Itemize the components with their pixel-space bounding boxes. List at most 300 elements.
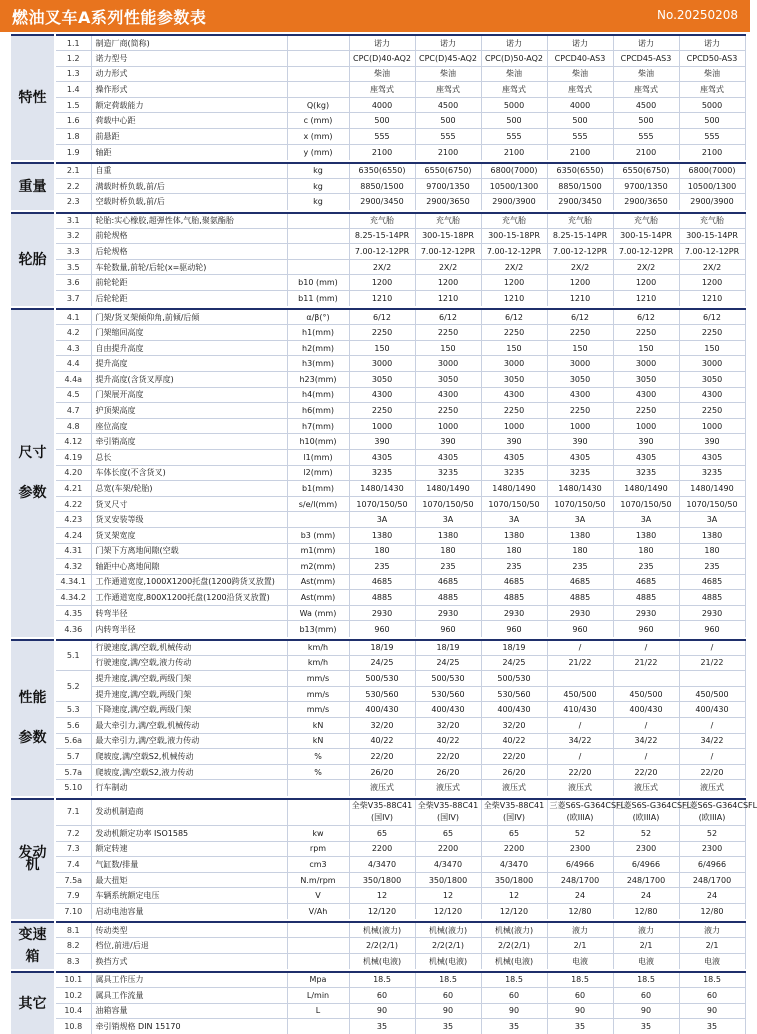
row-number: 7.1 bbox=[55, 799, 91, 826]
section-label-line: 参数 bbox=[13, 727, 52, 749]
value-text: CPCD40-AS3 bbox=[555, 54, 606, 63]
value-cell bbox=[613, 922, 679, 938]
value-text: 300-15-14PR bbox=[686, 231, 738, 240]
row-unit bbox=[287, 244, 349, 260]
document-number: No.20250208 bbox=[657, 8, 738, 22]
spec-row bbox=[11, 481, 745, 497]
spec-row bbox=[11, 903, 745, 919]
value-text: 530/560 bbox=[431, 690, 464, 699]
value-text: 960 bbox=[374, 625, 389, 634]
value-cell bbox=[481, 780, 547, 796]
value-text: 390 bbox=[638, 437, 653, 446]
value-cell bbox=[613, 686, 679, 702]
row-unit bbox=[287, 228, 349, 244]
value-cell bbox=[679, 66, 745, 82]
value-cell bbox=[547, 434, 613, 450]
value-text: 235 bbox=[506, 562, 521, 571]
row-description: 转弯半径 bbox=[91, 605, 287, 621]
value-cell bbox=[481, 972, 547, 988]
section-label-line: 尺寸 bbox=[13, 442, 52, 464]
value-text: 35 bbox=[707, 1022, 717, 1031]
value-text: 2X/2 bbox=[637, 263, 655, 272]
value-text: CPCD45-AS3 bbox=[621, 54, 672, 63]
value-text: 21/22 bbox=[568, 658, 591, 667]
value-cell bbox=[613, 194, 679, 210]
value-text: 2250 bbox=[372, 328, 392, 337]
value-cell bbox=[613, 449, 679, 465]
row-number: 7.3 bbox=[55, 841, 91, 857]
row-number: 3.7 bbox=[55, 291, 91, 307]
row-description: 后轮轮距 bbox=[91, 291, 287, 307]
value-cell bbox=[349, 496, 415, 512]
value-cell bbox=[481, 605, 547, 621]
value-text: 60 bbox=[707, 991, 717, 1000]
value-text: 1480/1490 bbox=[624, 484, 667, 493]
value-cell bbox=[613, 325, 679, 341]
row-description: 工作通道宽度,1000X1200托盘(1200跨货叉放置) bbox=[91, 574, 287, 590]
value-cell bbox=[349, 82, 415, 98]
value-text: 24 bbox=[641, 891, 651, 900]
row-number: 3.1 bbox=[55, 213, 91, 229]
value-text: 2300 bbox=[570, 844, 590, 853]
value-cell bbox=[349, 655, 415, 671]
value-cell bbox=[679, 938, 745, 954]
row-unit: km/h bbox=[287, 640, 349, 656]
row-unit: L bbox=[287, 1003, 349, 1019]
value-text: 24/25 bbox=[370, 658, 393, 667]
value-cell bbox=[679, 35, 745, 51]
value-cell bbox=[679, 972, 745, 988]
value-cell bbox=[349, 51, 415, 67]
value-cell bbox=[547, 621, 613, 637]
value-cell bbox=[613, 559, 679, 575]
row-number: 2.1 bbox=[55, 163, 91, 179]
value-cell bbox=[349, 97, 415, 113]
value-text: / bbox=[645, 752, 648, 761]
row-number: 4.34.1 bbox=[55, 574, 91, 590]
row-description: 自由提升高度 bbox=[91, 340, 287, 356]
value-cell bbox=[481, 718, 547, 734]
value-text: 2250 bbox=[702, 406, 722, 415]
value-cell bbox=[547, 764, 613, 780]
value-text: 诺力 bbox=[506, 39, 522, 48]
value-text: 22/20 bbox=[502, 752, 525, 761]
value-text: 10500/1300 bbox=[688, 182, 737, 191]
value-cell bbox=[415, 309, 481, 325]
value-cell bbox=[613, 826, 679, 842]
value-text: 2900/3650 bbox=[426, 197, 469, 206]
value-cell bbox=[481, 66, 547, 82]
value-text: 35 bbox=[509, 1022, 519, 1031]
value-text: 18.5 bbox=[439, 975, 457, 984]
value-cell bbox=[349, 559, 415, 575]
row-description: 车辆系统额定电压 bbox=[91, 888, 287, 904]
spec-row bbox=[11, 686, 745, 702]
row-unit: b1(mm) bbox=[287, 481, 349, 497]
value-text: 35 bbox=[575, 1022, 585, 1031]
value-cell bbox=[481, 51, 547, 67]
value-text: / bbox=[711, 721, 714, 730]
value-text: 18/19 bbox=[502, 643, 525, 652]
row-description: 座位高度 bbox=[91, 418, 287, 434]
value-cell bbox=[679, 144, 745, 160]
value-text: 2100 bbox=[636, 148, 656, 157]
value-cell bbox=[349, 702, 415, 718]
value-cell bbox=[613, 780, 679, 796]
row-number: 1.2 bbox=[55, 51, 91, 67]
value-cell bbox=[481, 590, 547, 606]
value-text: 4885 bbox=[438, 593, 458, 602]
row-unit: l1(mm) bbox=[287, 449, 349, 465]
row-unit: x (mm) bbox=[287, 129, 349, 145]
value-text: 柴油 bbox=[374, 69, 390, 78]
row-unit: cm3 bbox=[287, 857, 349, 873]
row-unit bbox=[287, 51, 349, 67]
value-text: 2250 bbox=[636, 406, 656, 415]
value-text: 21/22 bbox=[634, 658, 657, 667]
value-text: 柴油 bbox=[638, 69, 654, 78]
value-text: 电液 bbox=[704, 957, 720, 966]
value-cell bbox=[415, 275, 481, 291]
value-cell bbox=[415, 35, 481, 51]
value-text: 235 bbox=[572, 562, 587, 571]
value-cell bbox=[679, 605, 745, 621]
value-cell bbox=[349, 449, 415, 465]
value-cell bbox=[481, 799, 547, 826]
value-cell bbox=[349, 371, 415, 387]
value-cell bbox=[349, 291, 415, 307]
value-cell bbox=[349, 178, 415, 194]
value-cell bbox=[679, 872, 745, 888]
row-description: 制造厂商(简称) bbox=[91, 35, 287, 51]
page-title: 燃油叉车A系列性能参数表 bbox=[12, 5, 206, 28]
value-text: 1380 bbox=[570, 531, 590, 540]
value-cell bbox=[679, 826, 745, 842]
value-text: 65 bbox=[377, 829, 387, 838]
section-label-line: 重量 bbox=[13, 176, 52, 198]
value-cell bbox=[679, 418, 745, 434]
value-text: 500 bbox=[506, 116, 521, 125]
value-cell bbox=[547, 481, 613, 497]
value-cell bbox=[415, 465, 481, 481]
value-cell bbox=[547, 194, 613, 210]
value-text: CPC(D)40-AQ2 bbox=[353, 54, 411, 63]
row-number: 10.8 bbox=[55, 1019, 91, 1034]
value-cell bbox=[613, 403, 679, 419]
header-bar bbox=[0, 0, 750, 32]
value-text: 1480/1430 bbox=[558, 484, 601, 493]
value-text: 座驾式 bbox=[502, 85, 526, 94]
spec-row bbox=[11, 826, 745, 842]
value-text: 2900/3900 bbox=[690, 197, 733, 206]
value-cell bbox=[415, 780, 481, 796]
value-cell bbox=[613, 799, 679, 826]
row-number: 10.2 bbox=[55, 987, 91, 1003]
value-text: 180 bbox=[440, 546, 455, 555]
row-unit bbox=[287, 82, 349, 98]
value-cell bbox=[679, 275, 745, 291]
value-cell bbox=[349, 512, 415, 528]
value-text: 2/2(2/1) bbox=[366, 941, 398, 950]
row-unit: kN bbox=[287, 718, 349, 734]
value-text: 248/1700 bbox=[561, 876, 599, 885]
row-number: 10.1 bbox=[55, 972, 91, 988]
value-cell bbox=[547, 387, 613, 403]
row-unit bbox=[287, 66, 349, 82]
value-text: 液力 bbox=[572, 926, 588, 935]
value-cell bbox=[547, 82, 613, 98]
row-number: 4.31 bbox=[55, 543, 91, 559]
value-text: 7.00-12-12PR bbox=[553, 247, 607, 256]
value-text: 300-15-14PR bbox=[620, 231, 672, 240]
value-text: 12/120 bbox=[500, 907, 528, 916]
value-cell bbox=[415, 749, 481, 765]
spec-row bbox=[11, 403, 745, 419]
spec-row bbox=[11, 309, 745, 325]
spec-row bbox=[11, 371, 745, 387]
row-number: 5.1 bbox=[55, 640, 91, 671]
value-cell bbox=[547, 888, 613, 904]
value-text: 390 bbox=[374, 437, 389, 446]
row-number: 7.2 bbox=[55, 826, 91, 842]
value-cell bbox=[481, 144, 547, 160]
value-text: 21/22 bbox=[700, 658, 723, 667]
row-description: 后轮规格 bbox=[91, 244, 287, 260]
row-description: 车轮数量,前轮/后轮(x=驱动轮) bbox=[91, 259, 287, 275]
value-text: 4305 bbox=[504, 453, 524, 462]
value-text: 1380 bbox=[636, 531, 656, 540]
row-unit: L/min bbox=[287, 987, 349, 1003]
value-cell bbox=[481, 275, 547, 291]
value-text: 35 bbox=[641, 1022, 651, 1031]
row-number: 1.5 bbox=[55, 97, 91, 113]
value-cell bbox=[679, 640, 745, 656]
value-text: 座驾式 bbox=[568, 85, 592, 94]
value-cell bbox=[349, 244, 415, 260]
value-text: CPC(D)50-AQ2 bbox=[485, 54, 543, 63]
value-text: 3000 bbox=[636, 359, 656, 368]
value-cell bbox=[613, 953, 679, 969]
value-text: 座驾式 bbox=[370, 85, 394, 94]
row-description: 属具工作压力 bbox=[91, 972, 287, 988]
row-description: 内转弯半径 bbox=[91, 621, 287, 637]
value-cell bbox=[415, 527, 481, 543]
spec-row bbox=[11, 671, 745, 687]
value-text: 12 bbox=[377, 891, 387, 900]
value-cell bbox=[349, 590, 415, 606]
value-text: 6/12 bbox=[505, 313, 523, 322]
value-text: 6800(7000) bbox=[491, 166, 538, 175]
row-description: 发动机制造商 bbox=[91, 799, 287, 826]
value-cell bbox=[679, 590, 745, 606]
value-text: 3050 bbox=[570, 375, 590, 384]
value-text: 1000 bbox=[438, 422, 458, 431]
row-number: 7.10 bbox=[55, 903, 91, 919]
value-cell bbox=[415, 590, 481, 606]
value-cell bbox=[415, 325, 481, 341]
value-text: 三菱S6S-G364CSFL bbox=[550, 801, 626, 810]
value-subtext: (欧IIIA) bbox=[567, 813, 594, 822]
value-cell bbox=[415, 640, 481, 656]
section-label bbox=[11, 35, 55, 160]
spec-row bbox=[11, 655, 745, 671]
row-description: 提升高度 bbox=[91, 356, 287, 372]
value-text: 充气胎 bbox=[436, 216, 460, 225]
row-description: 传动类型 bbox=[91, 922, 287, 938]
value-cell bbox=[349, 66, 415, 82]
value-cell bbox=[349, 671, 415, 687]
value-cell bbox=[547, 749, 613, 765]
spec-row bbox=[11, 465, 745, 481]
value-text: 2300 bbox=[636, 844, 656, 853]
value-cell bbox=[415, 259, 481, 275]
value-text: 410/430 bbox=[563, 705, 596, 714]
value-cell bbox=[547, 640, 613, 656]
value-text: 12/80 bbox=[700, 907, 723, 916]
value-cell bbox=[613, 972, 679, 988]
value-cell bbox=[679, 903, 745, 919]
row-number: 1.6 bbox=[55, 113, 91, 129]
row-number: 8.1 bbox=[55, 922, 91, 938]
value-cell bbox=[481, 113, 547, 129]
value-text: 4685 bbox=[372, 577, 392, 586]
row-description: 空载时桥负载,前/后 bbox=[91, 194, 287, 210]
value-cell bbox=[415, 356, 481, 372]
row-number: 4.4 bbox=[55, 356, 91, 372]
value-text: 3235 bbox=[504, 468, 524, 477]
value-text: 8850/1500 bbox=[558, 182, 601, 191]
row-number: 1.3 bbox=[55, 66, 91, 82]
value-subtext: (国IV) bbox=[503, 813, 525, 822]
value-text: 180 bbox=[506, 546, 521, 555]
row-description: 自重 bbox=[91, 163, 287, 179]
row-unit: Ast(mm) bbox=[287, 590, 349, 606]
value-text: 2930 bbox=[636, 609, 656, 618]
value-text: 60 bbox=[641, 991, 651, 1000]
value-text: 400/430 bbox=[497, 705, 530, 714]
value-text: 诺力 bbox=[704, 39, 720, 48]
row-description: 动力形式 bbox=[91, 66, 287, 82]
row-unit: h4(mm) bbox=[287, 387, 349, 403]
value-cell bbox=[679, 512, 745, 528]
row-description: 换挡方式 bbox=[91, 953, 287, 969]
spec-row bbox=[11, 888, 745, 904]
row-unit bbox=[287, 922, 349, 938]
row-unit: m2(mm) bbox=[287, 559, 349, 575]
value-cell bbox=[547, 686, 613, 702]
value-text: 液压式 bbox=[568, 783, 592, 792]
value-text: 9700/1350 bbox=[624, 182, 667, 191]
value-text: 52 bbox=[641, 829, 651, 838]
value-text: 充气胎 bbox=[700, 216, 724, 225]
value-cell bbox=[349, 857, 415, 873]
value-cell bbox=[481, 574, 547, 590]
value-text: 7.00-12-12PR bbox=[619, 247, 673, 256]
value-cell bbox=[547, 129, 613, 145]
value-cell bbox=[547, 325, 613, 341]
value-text: 1000 bbox=[504, 422, 524, 431]
value-text: 2200 bbox=[372, 844, 392, 853]
value-cell bbox=[481, 764, 547, 780]
value-cell bbox=[547, 97, 613, 113]
spec-row bbox=[11, 213, 745, 229]
value-text: 4885 bbox=[702, 593, 722, 602]
value-cell bbox=[613, 228, 679, 244]
value-text: 5000 bbox=[702, 101, 722, 110]
value-cell bbox=[613, 590, 679, 606]
value-text: 2250 bbox=[372, 406, 392, 415]
value-cell bbox=[679, 686, 745, 702]
value-text: 座驾式 bbox=[700, 85, 724, 94]
value-text: 2250 bbox=[438, 328, 458, 337]
row-number: 4.4a bbox=[55, 371, 91, 387]
value-cell bbox=[613, 465, 679, 481]
value-text: 12 bbox=[509, 891, 519, 900]
row-description: 总长 bbox=[91, 449, 287, 465]
value-cell bbox=[613, 605, 679, 621]
value-cell bbox=[481, 129, 547, 145]
row-description: 货叉尺寸 bbox=[91, 496, 287, 512]
value-text: 960 bbox=[704, 625, 719, 634]
value-cell bbox=[613, 163, 679, 179]
value-text: 40/22 bbox=[436, 736, 459, 745]
value-text: 4685 bbox=[702, 577, 722, 586]
value-text: 1210 bbox=[702, 294, 722, 303]
value-cell bbox=[679, 340, 745, 356]
spec-row bbox=[11, 872, 745, 888]
value-cell bbox=[415, 449, 481, 465]
value-cell bbox=[481, 213, 547, 229]
value-cell bbox=[415, 418, 481, 434]
value-cell bbox=[481, 857, 547, 873]
section-label-line: 发动机 bbox=[13, 847, 52, 871]
value-cell bbox=[349, 826, 415, 842]
value-text: 3000 bbox=[570, 359, 590, 368]
value-cell bbox=[613, 51, 679, 67]
row-unit: % bbox=[287, 764, 349, 780]
value-text: 3A bbox=[641, 515, 652, 524]
value-cell bbox=[415, 371, 481, 387]
row-number: 7.9 bbox=[55, 888, 91, 904]
value-text: 500 bbox=[638, 116, 653, 125]
value-text: 诺力 bbox=[572, 39, 588, 48]
row-description: 轮胎:实心橡胶,超弹性体,气胎,聚氨酯胎 bbox=[91, 213, 287, 229]
value-cell bbox=[481, 371, 547, 387]
value-text: 1070/150/50 bbox=[554, 500, 605, 509]
value-text: 2930 bbox=[504, 609, 524, 618]
row-unit: b10 (mm) bbox=[287, 275, 349, 291]
row-number: 4.19 bbox=[55, 449, 91, 465]
value-text: 52 bbox=[707, 829, 717, 838]
value-text: 4305 bbox=[372, 453, 392, 462]
row-number: 1.9 bbox=[55, 144, 91, 160]
value-cell bbox=[415, 857, 481, 873]
value-cell bbox=[547, 178, 613, 194]
value-cell bbox=[349, 129, 415, 145]
value-cell bbox=[547, 987, 613, 1003]
row-unit bbox=[287, 512, 349, 528]
value-text: 3050 bbox=[636, 375, 656, 384]
value-text: 3A bbox=[509, 515, 520, 524]
spec-row bbox=[11, 356, 745, 372]
value-cell bbox=[349, 387, 415, 403]
value-cell bbox=[481, 291, 547, 307]
value-text: 2/2(2/1) bbox=[498, 941, 530, 950]
row-description: 工作通道宽度,800X1200托盘(1200沿货叉放置) bbox=[91, 590, 287, 606]
value-text: 150 bbox=[572, 344, 587, 353]
value-text: 500 bbox=[374, 116, 389, 125]
row-number: 4.3 bbox=[55, 340, 91, 356]
